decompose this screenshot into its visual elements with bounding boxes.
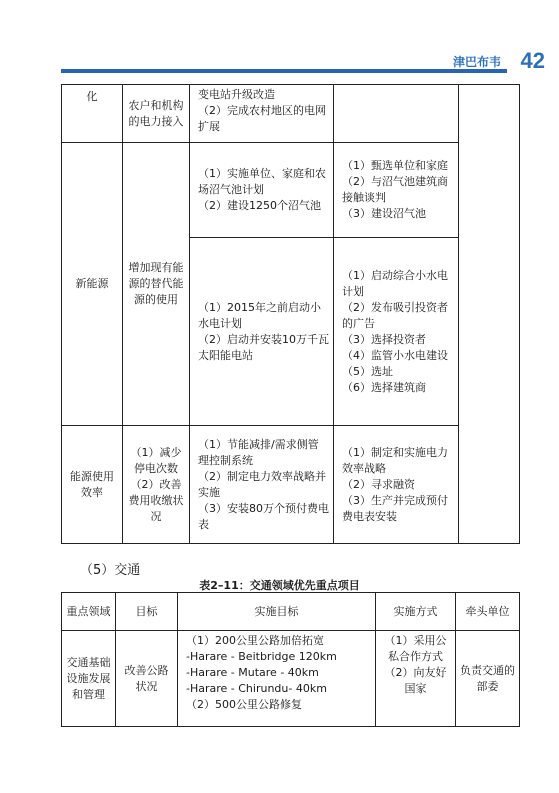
goal-cell: （1）减少停电次数 （2）改善费用收缴状况: [123, 426, 190, 544]
goal-cell: 增加现有能源的替代能源的使用: [123, 143, 190, 426]
energy-projects-table: [61, 84, 520, 544]
area-cell: 化: [62, 85, 123, 143]
table-caption: 表2–11：交通领域优先重点项目: [199, 579, 360, 592]
table-row: [62, 631, 520, 727]
page-number: 42: [520, 48, 545, 73]
column-header: 重点领域: [62, 593, 116, 631]
method-cell: （1）采用公私合作方式 （2）向友好国家: [376, 631, 456, 727]
column-header: 目标: [116, 593, 178, 631]
table-row: [62, 85, 520, 143]
target-cell: （1）节能减排/需求侧管理控制系统 （2）制定电力效率战略并实施 （3）安装80万个预付费电表: [190, 426, 334, 544]
method-cell: （1）甄选单位和家庭 （2）与沼气池建筑商接触谈判 （3）建设沼气池: [334, 143, 459, 238]
target-cell: （1）200公里公路加倍拓宽 -Harare - Beitbridge 120km -Harare - Mutare - 40km -Harare - Chirundu- 40km （2）500公里公路修复: [178, 631, 376, 727]
table-row: [62, 143, 520, 238]
area-cell: 交通基础设施发展和管理: [62, 631, 116, 727]
area-cell: 能源使用效率: [62, 426, 123, 544]
lead-cell: [459, 85, 520, 544]
section-heading: （5）交通: [80, 563, 141, 578]
target-cell: 变电站升级改造 （2）完成农村地区的电网扩展: [190, 85, 334, 143]
goal-cell: 改善公路状况: [116, 631, 178, 727]
method-cell: （1）启动综合小水电计划 （2）发布吸引投资者的广告 （3）选择投资者 （4）监管小水电建设 （5）选址 （6）选择建筑商: [334, 238, 459, 426]
column-header: 牵头单位: [456, 593, 520, 631]
table-row: [62, 426, 520, 544]
target-cell: （1）实施单位、家庭和农场沼气池计划 （2）建设1250个沼气池: [190, 143, 334, 238]
method-cell: （1）制定和实施电力效率战略 （2）寻求融资 （3）生产并完成预付费电表安装: [334, 426, 459, 544]
table-header-row: [62, 593, 520, 631]
column-header: 实施目标: [178, 593, 376, 631]
chapter-title: 津巴布韦: [452, 55, 501, 69]
column-header: 实施方式: [376, 593, 456, 631]
method-cell: [334, 85, 459, 143]
transport-projects-table: [61, 592, 520, 727]
goal-cell: 农户和机构的电力接入: [123, 85, 190, 143]
header-divider: [61, 69, 507, 73]
area-cell: 新能源: [62, 143, 123, 426]
target-cell: （1）2015年之前启动小水电计划 （2）启动并安装10万千瓦太阳能电站: [190, 238, 334, 426]
lead-cell: 负责交通的部委: [456, 631, 520, 727]
